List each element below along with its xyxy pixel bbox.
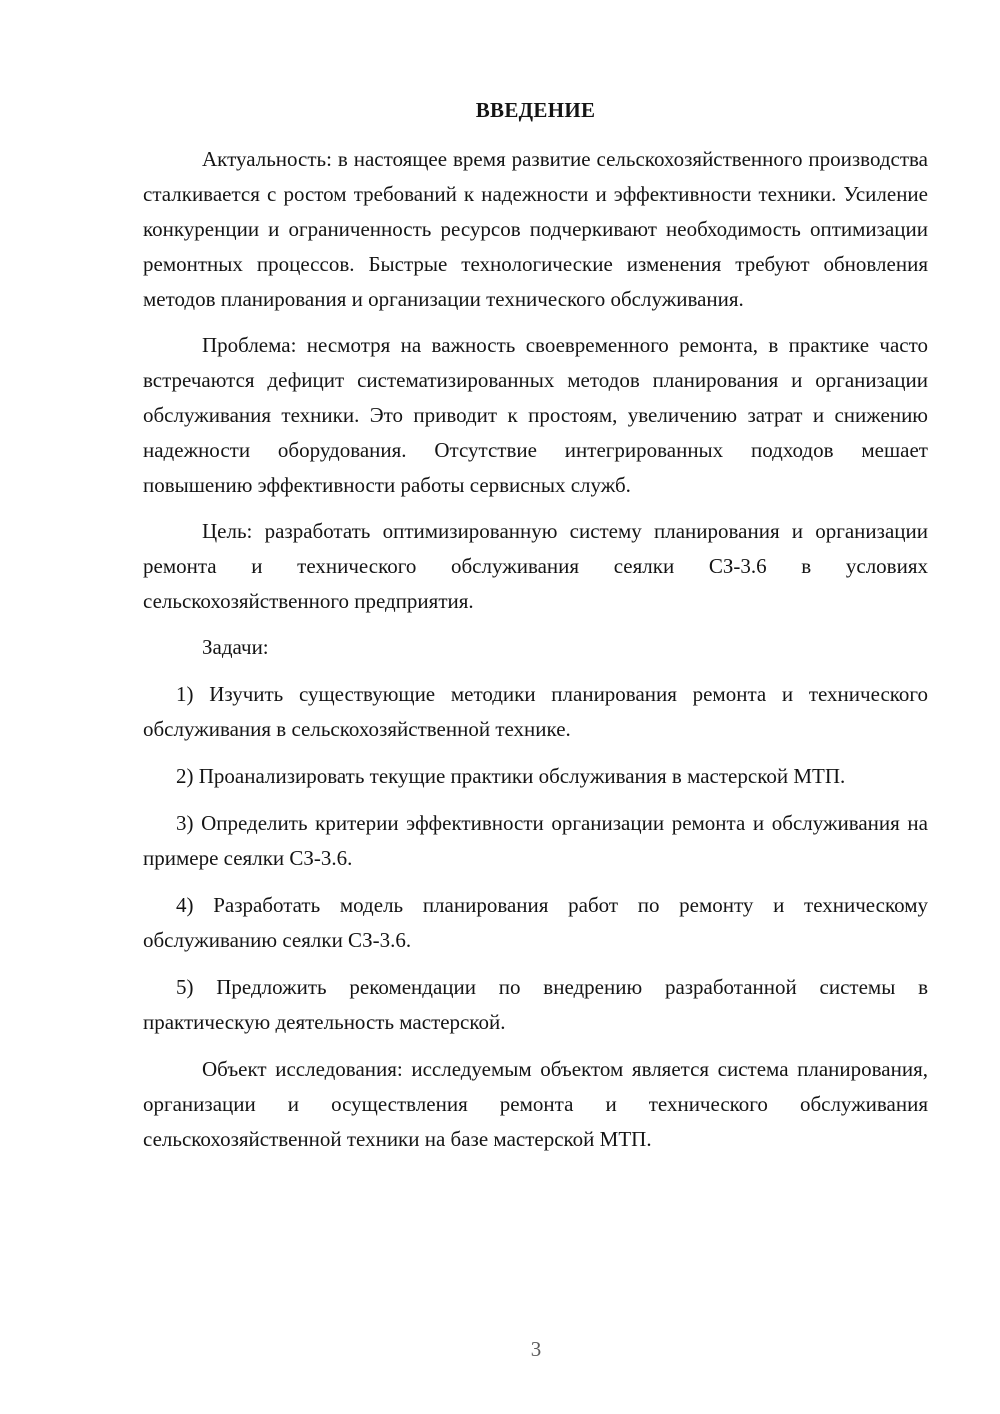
task-item-4: 4) Разработать модель планирования работ по ремонту и техническому обслуживанию сеялки СЗ-3.6. xyxy=(143,893,928,952)
tasks-heading: Задачи: xyxy=(202,635,269,659)
document-page xyxy=(143,95,928,1157)
task-item-5: 5) Предложить рекомендации по внедрению разработанной системы в практическую деятельность мастерской. xyxy=(143,975,928,1034)
paragraph-relevance: Актуальность: в настоящее время развитие сельскохозяйственного производства сталкивается с ростом требований к надежности и эффективности техники. Усиление конкуренции и ограниченность ресурсов подчеркивают необходимость оптимизации ремонтных процессов. Быстрые технологические изменения требуют обновления методов планирования и организации технического обслуживания. xyxy=(143,147,928,311)
section-title: ВВЕДЕНИЕ xyxy=(475,98,596,122)
task-item-3: 3) Определить критерии эффективности организации ремонта и обслуживания на примере сеялки СЗ-3.6. xyxy=(143,811,928,870)
paragraph-goal: Цель: разработать оптимизированную систему планирования и организации ремонта и технического обслуживания сеялки СЗ-3.6 в условиях сельскохозяйственного предприятия. xyxy=(143,519,928,613)
task-item-2: 2) Проанализировать текущие практики обслуживания в мастерской МТП. xyxy=(176,764,846,788)
paragraph-problem: Проблема: несмотря на важность своевременного ремонта, в практике часто встречаются дефицит систематизированных методов планирования и организации обслуживания техники. Это приводит к простоям, увеличению затрат и снижению надежности оборудования. Отсутствие интегрированных подходов мешает повышению эффективности работы сервисных служб. xyxy=(143,333,928,497)
paragraph-object: Объект исследования: исследуемым объектом является система планирования, организации и осуществления ремонта и технического обслуживания сельскохозяйственной техники на базе мастерской МТП. xyxy=(143,1057,928,1151)
task-item-1: 1) Изучить существующие методики планирования ремонта и технического обслуживания в сельскохозяйственной технике. xyxy=(143,682,928,741)
page-number: 3 xyxy=(530,1337,542,1361)
